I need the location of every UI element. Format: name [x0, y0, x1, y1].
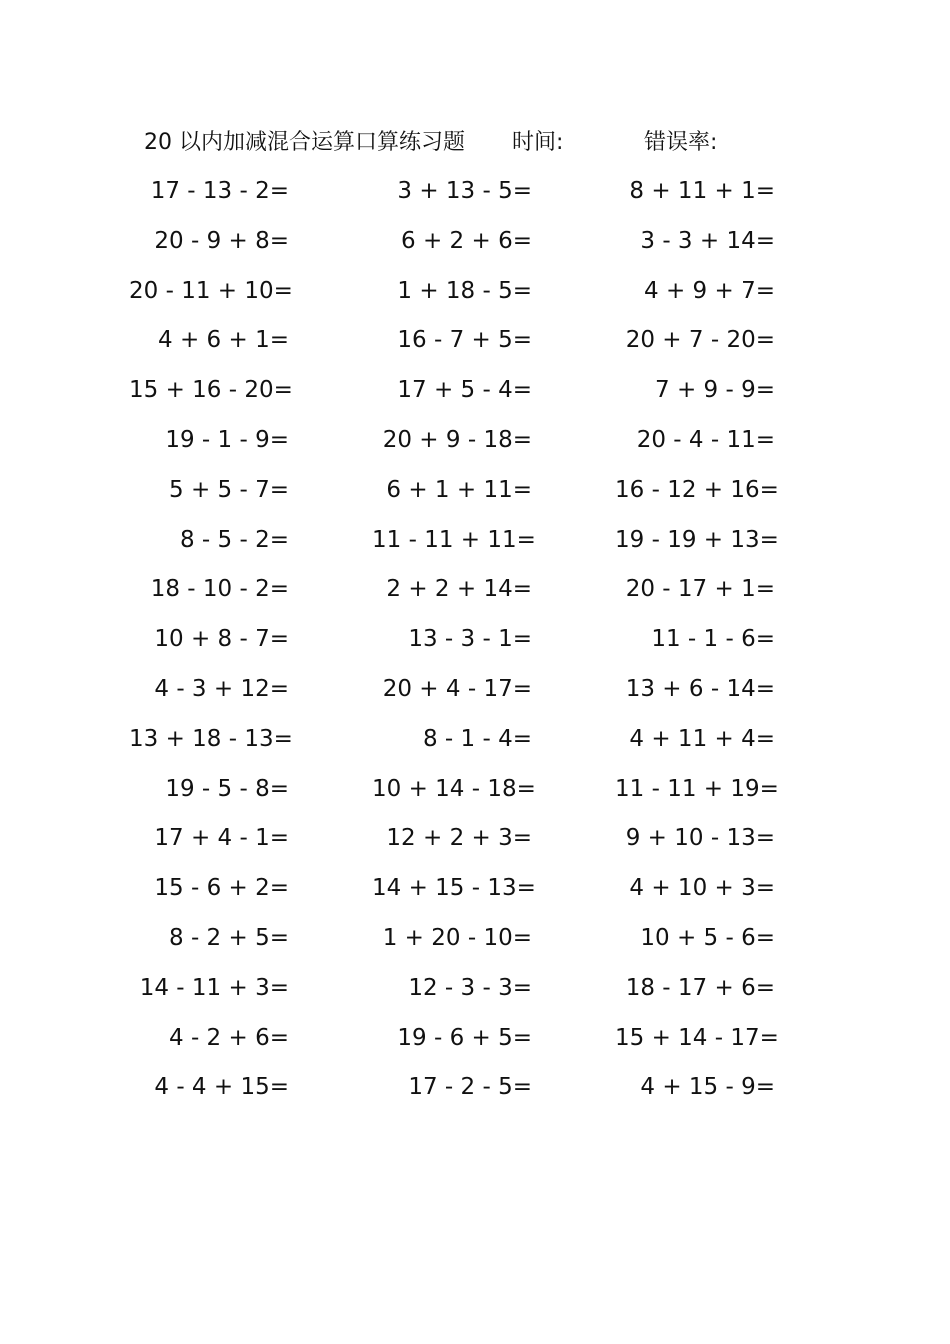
math-problem: 18 - 10 - 2= [150, 576, 289, 603]
problem-row [0, 523, 950, 573]
error-rate-label: 错误率: [644, 130, 718, 155]
math-problem: 13 + 6 - 14= [625, 675, 775, 702]
math-problem: 4 - 4 + 15= [154, 1074, 289, 1101]
problem-row [0, 274, 950, 324]
problem-row [0, 1021, 950, 1071]
math-problem: 5 + 5 - 7= [169, 476, 289, 503]
problem-row [0, 772, 950, 822]
math-problem: 19 - 5 - 8= [165, 775, 289, 802]
math-problem: 13 + 18 - 13= [129, 725, 293, 752]
math-problem: 17 + 5 - 4= [397, 377, 532, 404]
math-problem: 19 - 19 + 13= [615, 526, 779, 553]
problem-row [0, 622, 950, 672]
time-label: 时间: [512, 130, 564, 155]
math-problem: 11 - 11 + 19= [615, 775, 779, 802]
math-problem: 20 - 11 + 10= [129, 277, 293, 304]
problem-row [0, 373, 950, 423]
math-problem: 14 - 11 + 3= [139, 974, 289, 1001]
math-problem: 8 - 1 - 4= [422, 725, 532, 752]
math-problem: 4 + 9 + 7= [644, 277, 775, 304]
math-problem: 13 - 3 - 1= [408, 626, 532, 653]
math-problem: 12 + 2 + 3= [386, 825, 532, 852]
math-problem: 8 - 5 - 2= [179, 526, 289, 553]
math-problem: 4 + 15 - 9= [640, 1074, 775, 1101]
math-problem: 4 + 11 + 4= [629, 725, 775, 752]
problem-grid [0, 174, 950, 1120]
math-problem: 14 + 15 - 13= [372, 875, 536, 902]
math-problem: 20 + 9 - 18= [382, 426, 532, 453]
math-problem: 4 + 10 + 3= [629, 875, 775, 902]
problem-row [0, 323, 950, 373]
math-problem: 11 - 11 + 11= [372, 526, 536, 553]
problem-row [0, 971, 950, 1021]
math-problem: 15 - 6 + 2= [154, 875, 289, 902]
math-problem: 19 - 1 - 9= [165, 426, 289, 453]
problem-row [0, 821, 950, 871]
math-problem: 20 - 9 + 8= [154, 227, 289, 254]
math-problem: 8 - 2 + 5= [169, 924, 289, 951]
math-problem: 1 + 20 - 10= [382, 924, 532, 951]
math-problem: 20 - 17 + 1= [625, 576, 775, 603]
worksheet-title: 20 以内加减混合运算口算练习题 [144, 130, 465, 155]
math-problem: 20 + 7 - 20= [625, 327, 775, 354]
math-problem: 3 - 3 + 14= [640, 227, 775, 254]
math-problem: 8 + 11 + 1= [629, 178, 775, 204]
math-problem: 10 + 5 - 6= [640, 924, 775, 951]
math-problem: 16 - 7 + 5= [397, 327, 532, 354]
problem-row [0, 224, 950, 274]
math-problem: 6 + 2 + 6= [401, 227, 532, 254]
math-problem: 4 + 6 + 1= [158, 327, 289, 354]
math-problem: 6 + 1 + 11= [386, 476, 532, 503]
math-problem: 10 + 8 - 7= [154, 626, 289, 653]
math-problem: 4 - 2 + 6= [169, 1024, 289, 1051]
problem-row [0, 672, 950, 722]
math-problem: 1 + 18 - 5= [397, 277, 532, 304]
math-problem: 16 - 12 + 16= [615, 476, 779, 503]
math-problem: 17 + 4 - 1= [154, 825, 289, 852]
math-problem: 17 - 13 - 2= [150, 178, 289, 204]
math-problem: 11 - 1 - 6= [651, 626, 775, 653]
problem-row [0, 722, 950, 772]
problem-row [0, 174, 950, 224]
math-problem: 19 - 6 + 5= [397, 1024, 532, 1051]
math-problem: 15 + 14 - 17= [615, 1024, 779, 1051]
problem-row [0, 921, 950, 971]
math-problem: 2 + 2 + 14= [386, 576, 532, 603]
math-problem: 3 + 13 - 5= [397, 178, 532, 204]
math-problem: 15 + 16 - 20= [129, 377, 293, 404]
problem-row [0, 473, 950, 523]
math-problem: 7 + 9 - 9= [655, 377, 775, 404]
math-problem: 17 - 2 - 5= [408, 1074, 532, 1101]
math-problem: 9 + 10 - 13= [625, 825, 775, 852]
math-problem: 18 - 17 + 6= [625, 974, 775, 1001]
math-problem: 10 + 14 - 18= [372, 775, 536, 802]
math-problem: 4 - 3 + 12= [154, 675, 289, 702]
math-problem: 12 - 3 - 3= [408, 974, 532, 1001]
math-problem: 20 + 4 - 17= [382, 675, 532, 702]
math-problem: 20 - 4 - 11= [636, 426, 775, 453]
problem-row [0, 423, 950, 473]
problem-row [0, 871, 950, 921]
worksheet-header [144, 126, 844, 160]
problem-row [0, 1070, 950, 1120]
problem-row [0, 572, 950, 622]
